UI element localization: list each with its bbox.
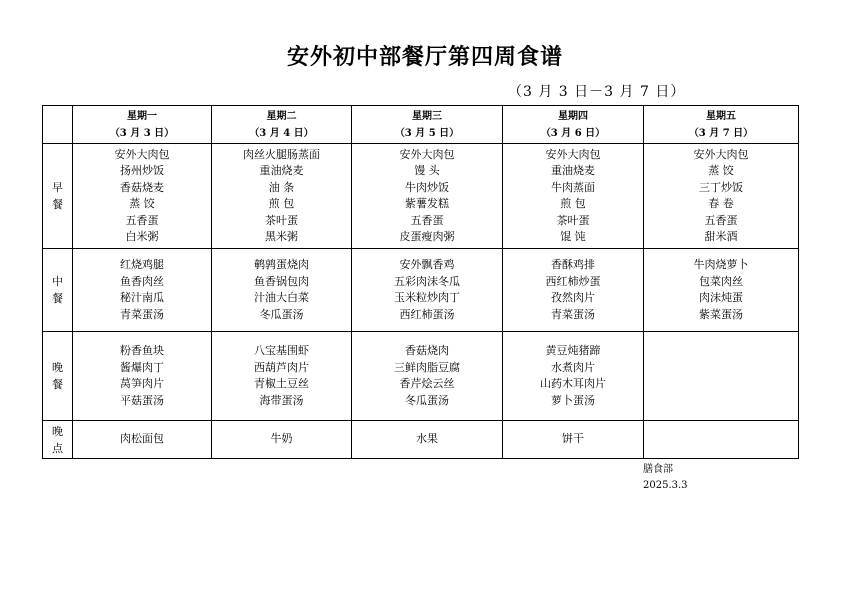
day-name: 星期四 [558, 110, 588, 122]
menu-item: 莴笋肉片 [120, 377, 164, 390]
menu-item: 五香蛋 [704, 213, 738, 227]
menu-item: 八宝基围虾 [254, 344, 309, 357]
menu-item: 安外大肉包 [693, 147, 749, 161]
lunch-mon [73, 249, 212, 332]
day-header-wed [352, 106, 503, 144]
menu-item: 肉丝火腿肠蒸面 [243, 147, 320, 161]
header-row [43, 106, 799, 144]
meal-label-char: 餐 [52, 198, 63, 211]
snack-row [43, 421, 799, 459]
menu-item: 海带蛋汤 [259, 393, 304, 407]
menu-item: 黄豆炖猪蹄 [545, 344, 601, 357]
dinner-wed [352, 332, 503, 421]
meal-label-char: 早 [52, 181, 63, 194]
menu-item: 五彩肉沫冬瓜 [394, 274, 460, 288]
menu-item: 五香蛋 [410, 213, 444, 227]
breakfast-mon [73, 144, 212, 249]
menu-item: 扬州炒饭 [120, 164, 164, 177]
snack-wed: 水果 [352, 421, 503, 459]
menu-item: 三丁炒饭 [699, 180, 743, 194]
menu-item: 紫薯发糕 [405, 197, 449, 210]
menu-item: 紫菜蛋汤 [699, 307, 743, 321]
menu-item: 茶叶蛋 [265, 213, 298, 227]
menu-item: 包菜肉丝 [699, 274, 743, 288]
meal-label-char: 晚 [52, 424, 63, 438]
day-date: （3 月 7 日） [688, 127, 754, 139]
menu-item: 鱼香肉丝 [120, 274, 164, 288]
menu-item: 平菇蛋汤 [120, 393, 164, 407]
day-name: 星期三 [412, 110, 442, 122]
menu-item: 汁油大白菜 [254, 291, 309, 304]
corner-cell [43, 106, 73, 144]
menu-item: 三鲜肉脂豆腐 [394, 360, 460, 374]
menu-item: 萝卜蛋汤 [551, 393, 595, 407]
menu-item: 冬瓜蛋汤 [405, 393, 449, 407]
menu-item: 馒 头 [414, 164, 440, 177]
menu-item: 西红柿蛋汤 [399, 307, 455, 321]
dinner-tue [212, 332, 352, 421]
menu-item: 蒸 饺 [708, 164, 734, 177]
meal-label-char: 餐 [52, 292, 63, 305]
menu-item: 玉米粒炒肉丁 [394, 291, 460, 304]
menu-item: 牛肉烧萝卜 [693, 258, 749, 271]
menu-item: 水煮肉片 [551, 360, 595, 374]
date-range: （3 月 3 日－3 月 7 日） [508, 84, 686, 100]
breakfast-wed [352, 144, 503, 249]
breakfast-row [43, 144, 799, 249]
menu-item: 春 卷 [708, 197, 734, 210]
menu-item: 白米粥 [125, 230, 159, 243]
menu-item: 香芹烩云丝 [399, 377, 455, 390]
menu-item: 安外飘香鸡 [399, 258, 455, 271]
breakfast-thu [503, 144, 644, 249]
lunch-thu [503, 249, 644, 332]
menu-item: 黑米粥 [265, 230, 298, 243]
lunch-row [43, 249, 799, 332]
menu-item: 重油烧麦 [259, 164, 304, 177]
lunch-fri [644, 249, 799, 332]
day-date: （3 月 3 日） [109, 127, 175, 139]
meal-label-char: 餐 [52, 378, 63, 391]
day-name: 星期二 [266, 110, 297, 122]
menu-item: 蒸 饺 [129, 197, 155, 210]
menu-item: 青椒土豆丝 [254, 377, 309, 390]
day-header-mon [73, 106, 212, 144]
lunch-wed [352, 249, 503, 332]
menu-item: 鱼香锅包肉 [254, 274, 309, 288]
menu-item: 茶叶蛋 [556, 213, 590, 227]
menu-item: 香酥鸡排 [551, 258, 595, 271]
breakfast-fri [644, 144, 799, 249]
day-date: （3 月 6 日） [540, 127, 606, 139]
lunch-tue [212, 249, 352, 332]
menu-item: 牛肉蒸面 [551, 180, 595, 194]
menu-item: 香菇烧麦 [120, 180, 164, 194]
menu-item: 煎 包 [268, 197, 295, 210]
snack-thu: 饼干 [503, 421, 644, 459]
menu-item: 甜米酒 [704, 230, 738, 243]
day-header-thu [503, 106, 644, 144]
page-title: 安外初中部餐厅第四周食谱 [286, 45, 563, 70]
menu-item: 青菜蛋汤 [551, 307, 595, 321]
menu-item: 红烧鸡腿 [120, 258, 164, 271]
menu-item: 煎 包 [560, 197, 586, 210]
meal-label-breakfast [43, 144, 73, 249]
snack-tue: 牛奶 [212, 421, 352, 459]
menu-item: 馄 饨 [560, 230, 586, 243]
menu-item: 重油烧麦 [551, 164, 595, 177]
dinner-fri [644, 332, 799, 421]
menu-item: 酱爆肉丁 [120, 360, 164, 374]
breakfast-tue [212, 144, 352, 249]
menu-item: 冬瓜蛋汤 [259, 307, 304, 321]
menu-item: 肉沫炖蛋 [699, 291, 743, 304]
menu-item: 青菜蛋汤 [120, 307, 164, 321]
menu-item: 香菇烧肉 [405, 344, 449, 357]
snack-fri [644, 421, 799, 459]
menu-item: 皮蛋瘦肉粥 [399, 230, 455, 243]
day-name: 星期五 [706, 110, 736, 122]
menu-item: 五香蛋 [125, 213, 159, 227]
menu-item: 粉香鱼块 [120, 344, 164, 357]
footer-dept: 膳食部 [643, 464, 673, 475]
meal-label-char: 中 [52, 275, 63, 288]
meal-label-snack [43, 421, 73, 459]
menu-item: 安外大肉包 [399, 147, 455, 161]
dinner-thu [503, 332, 644, 421]
menu-item: 安外大肉包 [545, 147, 601, 161]
menu-item: 西葫芦肉片 [254, 360, 309, 374]
menu-item: 油 条 [268, 180, 295, 194]
menu-item: 山药木耳肉片 [540, 377, 606, 390]
menu-item: 安外大肉包 [114, 147, 170, 161]
footer-date: 2025.3.3 [643, 480, 688, 491]
dinner-row [43, 332, 799, 421]
day-date: （3 月 5 日） [394, 127, 460, 139]
day-header-fri [644, 106, 799, 144]
menu-table [42, 105, 799, 459]
day-date: （3 月 4 日） [249, 127, 314, 139]
day-header-tue [212, 106, 352, 144]
day-name: 星期一 [127, 110, 157, 122]
dinner-mon [73, 332, 212, 421]
meal-label-char: 点 [52, 441, 63, 455]
menu-item: 鹌鹑蛋烧肉 [254, 258, 309, 271]
meal-label-dinner [43, 332, 73, 421]
menu-item: 秘汁南瓜 [120, 291, 164, 304]
menu-item: 西红柿炒蛋 [545, 274, 601, 288]
menu-item: 牛肉炒饭 [405, 180, 449, 194]
menu-item: 孜然肉片 [551, 291, 595, 304]
meal-label-lunch [43, 249, 73, 332]
snack-mon: 肉松面包 [73, 421, 212, 459]
meal-label-char: 晚 [52, 361, 63, 374]
